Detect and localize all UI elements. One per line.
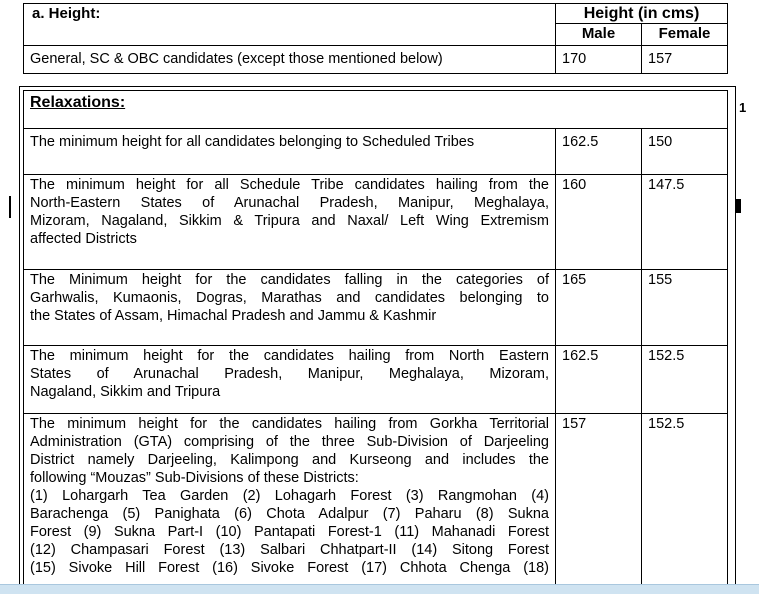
relaxation-row [24, 414, 728, 594]
relaxation-line: Nagaland, Sikkim and Tripura [30, 384, 221, 400]
relaxation-line: The minimum height for the candidates hailing from Gorkha Territorial [30, 416, 549, 432]
height-table [23, 3, 728, 74]
general-male-value: 170 [556, 46, 642, 74]
relaxation-male-value: 157 [556, 414, 642, 594]
relaxation-male-value: 162.5 [556, 346, 642, 414]
relaxation-description [24, 129, 556, 175]
relaxation-line: Administration (GTA) comprising of the three Sub-Division of Darjeeling [30, 434, 549, 450]
relaxation-male-value: 160 [556, 175, 642, 270]
relaxations-title-row [24, 91, 728, 129]
relaxation-female-value: 147.5 [642, 175, 728, 270]
relaxation-line: (15) Sivoke Hill Forest (16) Sivoke Forest (17) Chhota Chenga (18) [30, 560, 549, 576]
relaxation-line: The minimum height for all candidates belonging to Scheduled Tribes [30, 134, 475, 150]
relaxation-male-value: 165 [556, 270, 642, 346]
general-female-value: 157 [642, 46, 728, 74]
relaxation-row [24, 129, 728, 175]
relaxation-description [24, 270, 556, 346]
relaxation-line: (1) Lohargarh Tea Garden (2) Lohagarh Forest (3) Rangmohan (4) [30, 488, 549, 504]
relaxation-line: States of Arunachal Pradesh, Manipur, Meghalaya, Mizoram, [30, 366, 549, 382]
male-column-header: Male [556, 24, 642, 46]
relaxation-female-value: 152.5 [642, 346, 728, 414]
relaxation-row [24, 270, 728, 346]
relaxation-line: The Minimum height for the candidates falling in the categories of [30, 272, 549, 288]
relaxation-female-value: 152.5 [642, 414, 728, 594]
relaxation-female-value: 150 [642, 129, 728, 175]
relaxation-line: the States of Assam, Himachal Pradesh and Jammu & Kashmir [30, 308, 437, 324]
relaxation-female-value: 155 [642, 270, 728, 346]
height-section-label: a. Height: [24, 4, 556, 46]
relaxation-line: District namely Darjeeling, Kalimpong and Kurseong and includes the [30, 452, 549, 468]
relaxation-description [24, 346, 556, 414]
relaxations-title [24, 91, 728, 129]
relaxations-title-text: Relaxations: [30, 94, 126, 111]
bottom-scroll-band [0, 584, 759, 594]
right-margin-number: 1 [739, 100, 747, 115]
relaxation-line: The minimum height for all Schedule Tribe candidates hailing from the [30, 177, 549, 193]
relaxation-line: affected Districts [30, 231, 137, 247]
relaxation-description [24, 175, 556, 270]
relaxation-description [24, 414, 556, 594]
relaxation-line: following “Mouzas” Sub-Divisions of these Districts: [30, 470, 359, 486]
relaxation-line: North-Eastern States of Arunachal Pradesh, Manipur, Meghalaya, [30, 195, 549, 211]
general-row [24, 46, 728, 74]
height-header-row [24, 4, 728, 24]
relaxation-line: Forest (9) Sukna Part-I (10) Pantapati Forest-1 (11) Mahanadi Forest [30, 524, 549, 540]
relaxation-row [24, 346, 728, 414]
female-column-header: Female [642, 24, 728, 46]
height-column-header: Height (in cms) [556, 4, 728, 24]
general-description: General, SC & OBC candidates (except those mentioned below) [24, 46, 556, 74]
right-margin-bar [736, 199, 741, 213]
relaxation-line: Garhwalis, Kumaonis, Dogras, Marathas and candidates belonging to [30, 290, 549, 306]
relaxation-line: Mizoram, Nagaland, Sikkim & Tripura and Naxal/ Left Wing Extremism [30, 213, 549, 229]
relaxation-line: The minimum height for the candidates hailing from North Eastern [30, 348, 549, 364]
left-margin-bar [9, 196, 11, 218]
relaxation-male-value: 162.5 [556, 129, 642, 175]
relaxation-line: (12) Champasari Forest (13) Salbari Chhatpart-II (14) Sitong Forest [30, 542, 549, 558]
relaxation-row [24, 175, 728, 270]
relaxation-line: Barachenga (5) Panighata (6) Chota Adalpur (7) Paharu (8) Sukna [30, 506, 549, 522]
relaxations-table [23, 90, 728, 594]
